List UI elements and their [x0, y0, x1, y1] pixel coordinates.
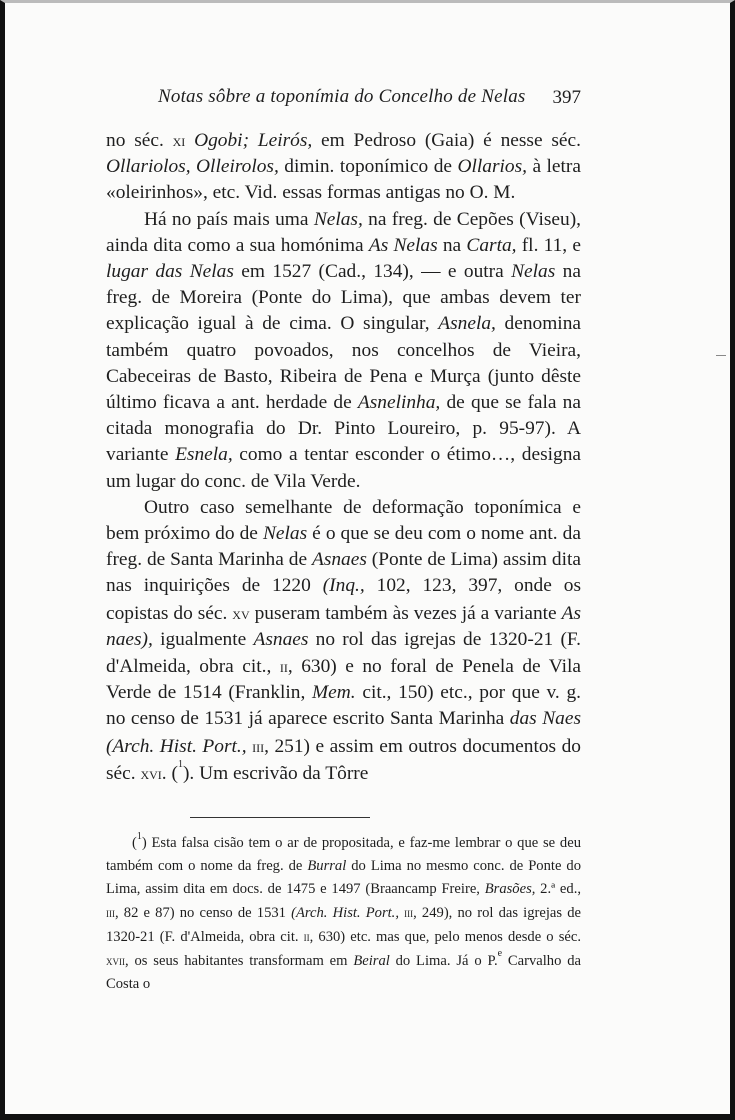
paragraph-3: Outro caso semelhante de deformação toponímica e bem próximo do de Nelas é o que se deu com o nome ant. da freg. de Santa Marinha de Asnaes (Ponte de Lima) assim dita nas inquirições de 1220 (Inq., 102, 123, 397, onde os copistas do séc. xv puseram também às vezes já a variante As naes), igualmente Asnaes no rol das igrejas de 1320-21 (F. d'Almeida, obra cit., ii, 630) e no foral de Penela de Vila Verde de 1514 (Franklin, Mem. cit., 150) etc., por que v. g. no censo de 1531 já aparece escrito Santa Marinha das Naes (Arch. Hist. Port., iii, 251) e assim em outros documentos do séc. xvi. ($^1$). Um escrivão da Tôrre — [106, 496, 581, 784]
paragraph-2: Há no país mais uma Nelas, na freg. de Cepões (Viseu), ainda dita como a sua homónima As Nelas na Carta, fl. 11, e lugar das Nelas em 1527 (Cad., 134), — e outra Nelas na freg. de Moreira (Ponte do Lima), que ambas devem ter explicação igual à de cima. O singular, Asnela, denomina também quatro povoados, nos concelhos de Vieira, Cabeceiras de Basto, Ribeira de Pena e Murça (junto dêste último ficava a ant. herdade de Asnelinha, de que se fala na citada monografia do Dr. Pinto Loureiro, p. 95-97). A variante Esnela, como a tentar esconder o étimo…, designa um lugar do conc. de Vila Verde. — [106, 208, 581, 492]
running-title: Notas sôbre a toponímia do Concelho de Nelas — [158, 86, 526, 107]
book-page — [106, 86, 581, 996]
main-text — [106, 127, 581, 787]
footnote-1: ($^1$) Esta falsa cisão tem o ar de propositada, e faz-me lembrar o que se deu também com o nome da freg. de Burral do Lima no mesmo conc. de Ponte do Lima, assim dita em docs. de 1475 e 1497 (Braancamp Freire, Brasões, 2.ª ed., iii, 82 e 87) no censo de 1531 (Arch. Hist. Port., iii, 249), no rol das igrejas de 1320-21 (F. d'Almeida, obra cit. ii, 630) etc. mas que, pelo menos desde o séc. xvii, os seus habitantes transformam em Beiral do Lima. Já o P.$^e$ Carvalho da Costa o — [106, 831, 582, 993]
footnotes — [106, 832, 581, 996]
scan-speck — [716, 355, 726, 356]
footnote-separator — [190, 817, 370, 818]
running-header — [106, 86, 581, 112]
page-number: 397 — [552, 87, 581, 108]
paragraph-1: no séc. xi Ogobi; Leirós, em Pedroso (Gaia) é nesse séc. Ollariolos, Olleirolos, dimin. toponímico de Ollarios, à letra «oleirinhos», etc. Vid. essas formas antigas no O. M. — [106, 130, 581, 204]
footnote-ref: 1 — [177, 758, 183, 770]
